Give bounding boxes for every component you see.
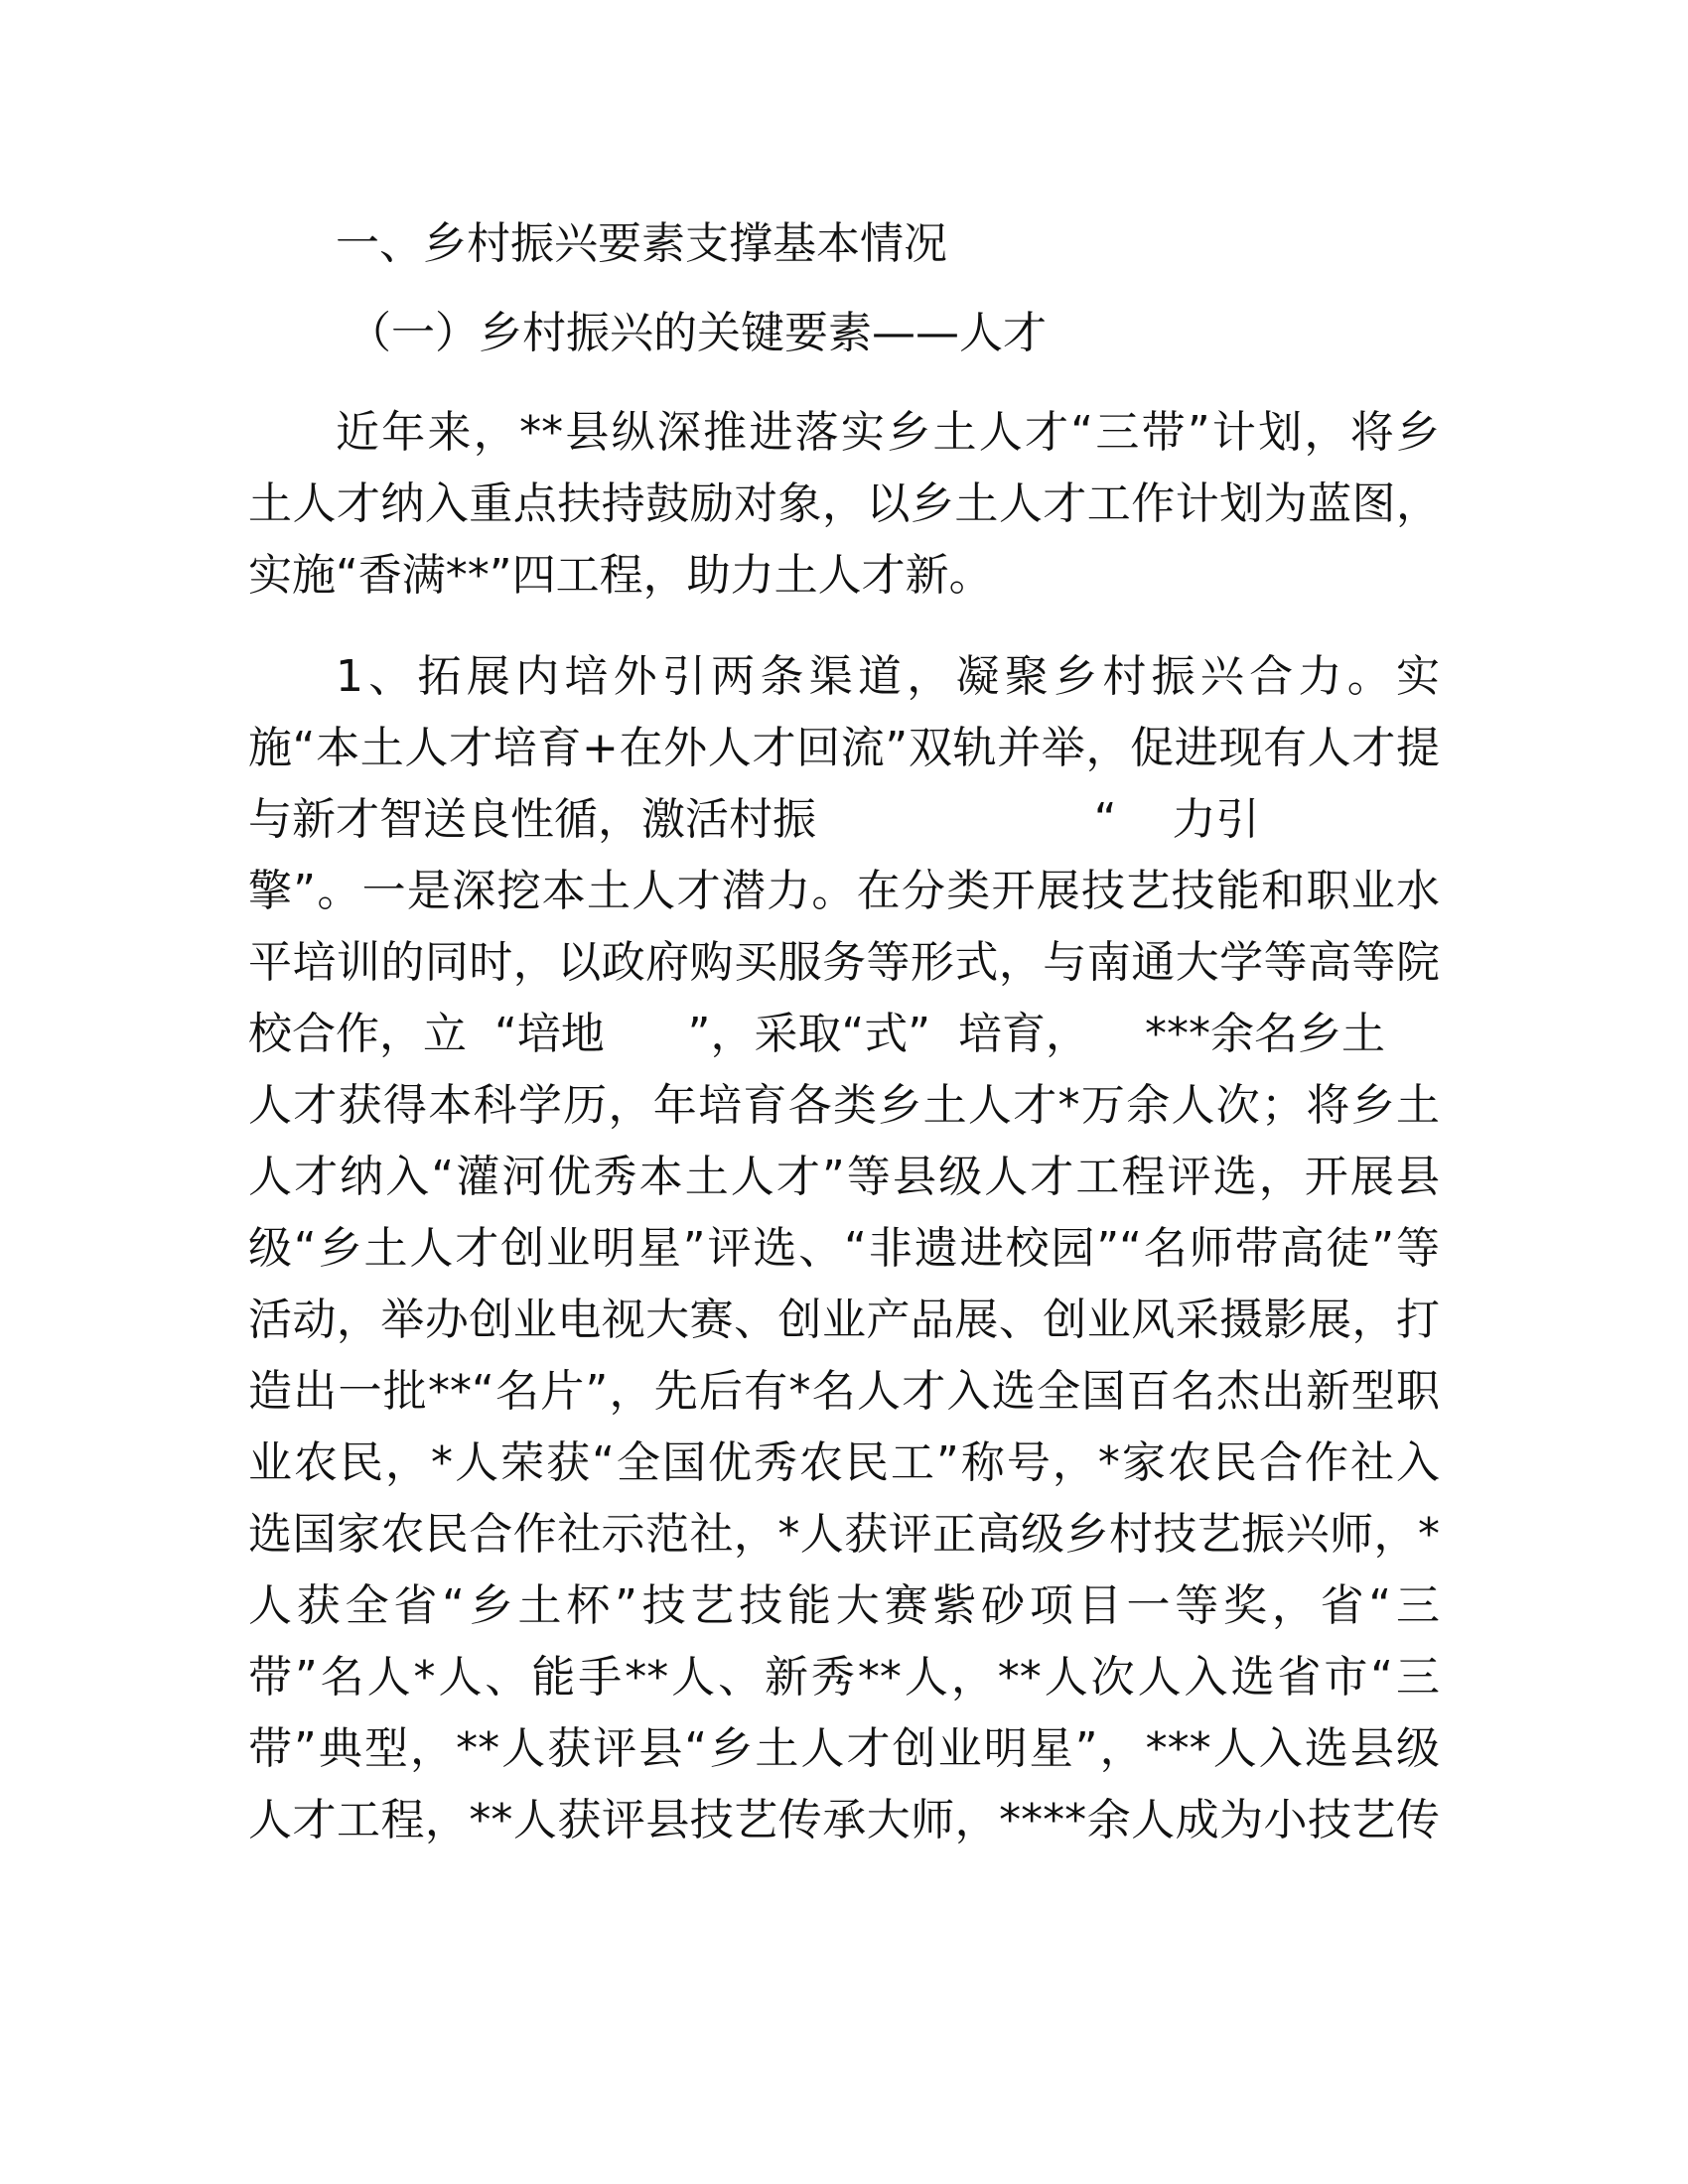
paragraph-line: 人才纳入“灌河优秀本土人才”等县级人才工程评选，开展县	[248, 1152, 1440, 1202]
paragraph-line: 校合作，立 “培地 ”，采取“式” 培育， ***余名乡土	[248, 1009, 1385, 1059]
section-heading: 一、乡村振兴要素支撑基本情况	[336, 218, 947, 269]
paragraph-line: 近年来，**县纵深推进落实乡土人才“三带”计划，将乡	[336, 407, 1440, 458]
paragraph-line: 土人才纳入重点扶持鼓励对象，以乡土人才工作计划为蓝图，	[248, 478, 1440, 529]
paragraph-line: 施“本土人才培育+在外人才回流”双轨并举，促进现有人才提	[248, 723, 1440, 773]
paragraph-line: 人才工程，**人获评县技艺传承大师，****余人成为小技艺传	[248, 1795, 1440, 1845]
paragraph-line: 实施“香满**”四工程，助力土人才新。	[248, 550, 993, 601]
paragraph-line: 与新才智送良性循，激活村振 “ 力引	[248, 794, 1260, 845]
paragraph-line: 级“乡土人才创业明星”评选、“非遗进校园”“名师带高徒”等	[248, 1223, 1440, 1274]
subsection-heading: （一）乡村振兴的关键要素——人才	[348, 308, 1047, 358]
paragraph-line: 带”典型，**人获评县“乡土人才创业明星”，***人入选县级	[248, 1723, 1440, 1774]
paragraph-line: 业农民，*人荣获“全国优秀农民工”称号，*家农民合作社入	[248, 1437, 1440, 1488]
paragraph-line: 平培训的同时，以政府购买服务等形式，与南通大学等高等院	[248, 937, 1440, 988]
paragraph-line: 人获全省“乡土杯”技艺技能大赛紫砂项目一等奖，省“三	[248, 1580, 1440, 1631]
paragraph-line: 选国家农民合作社示范社，*人获评正高级乡村技艺振兴师，*	[248, 1509, 1440, 1560]
paragraph-line: 1、拓展内培外引两条渠道，凝聚乡村振兴合力。实	[336, 651, 1440, 702]
paragraph-line: 人才获得本科学历，年培育各类乡土人才*万余人次；将乡土	[248, 1080, 1440, 1131]
paragraph-line: 擎”。一是深挖本土人才潜力。在分类开展技艺技能和职业水	[248, 866, 1440, 916]
paragraph-line: 带”名人*人、能手**人、新秀**人，**人次人入选省市“三	[248, 1652, 1440, 1703]
paragraph-line: 造出一批**“名片”，先后有*名人才入选全国百名杰出新型职	[248, 1366, 1440, 1417]
paragraph-line: 活动，举办创业电视大赛、创业产品展、创业风采摄影展，打	[248, 1295, 1440, 1345]
